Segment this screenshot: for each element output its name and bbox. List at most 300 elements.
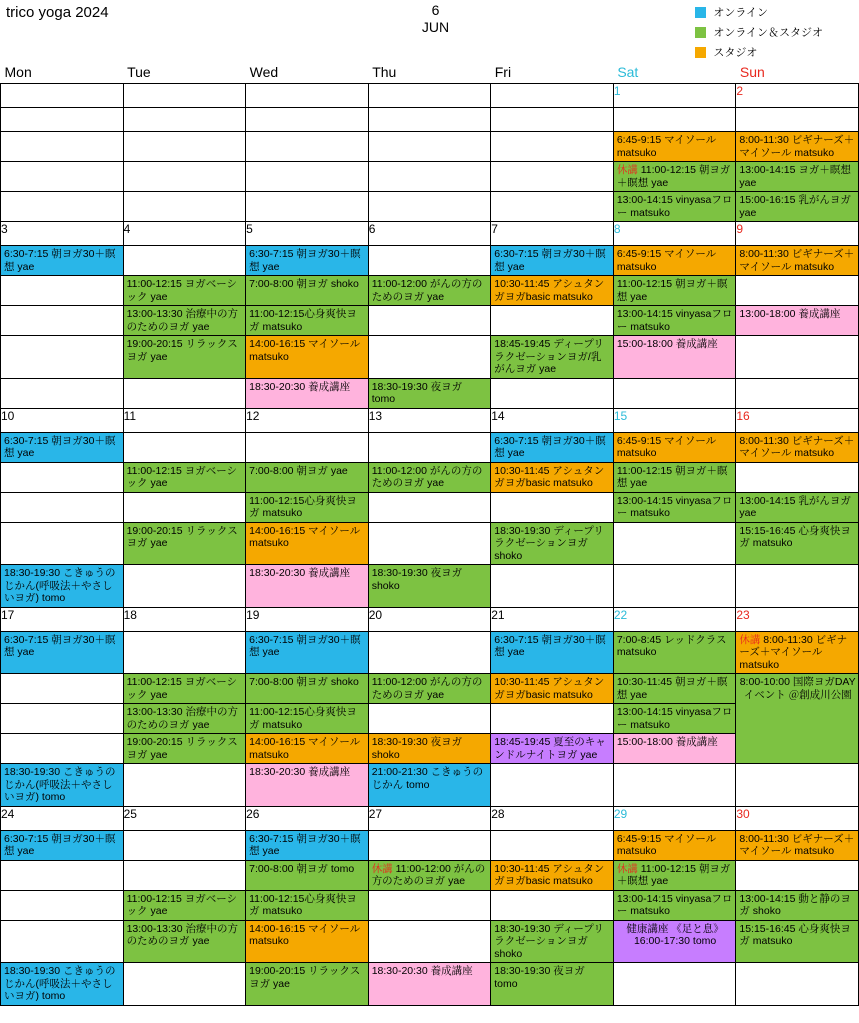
legend-swatch-icon — [695, 27, 706, 38]
class-event[interactable]: 21:00-21:30 こきゅうのじかん tomo — [369, 764, 491, 806]
calendar-cell — [491, 162, 614, 192]
class-event[interactable]: 7:00-8:00 朝ヨガ tomo — [246, 861, 368, 890]
class-event[interactable]: 14:00-16:15 マイソール matsuko — [246, 921, 368, 963]
calendar-cell — [613, 462, 736, 492]
calendar-cell — [491, 246, 614, 276]
date-cell: 3 — [1, 222, 124, 246]
calendar-cell — [246, 963, 369, 1006]
class-event[interactable]: 19:00-20:15 リラックスヨガ yae — [124, 336, 246, 378]
class-event[interactable]: 10:30-11:45 アシュタンガヨガbasic matsuko — [491, 674, 613, 703]
calendar-cell — [123, 132, 246, 162]
calendar-cell — [123, 860, 246, 890]
calendar-cell — [368, 631, 491, 674]
calendar-cell — [491, 462, 614, 492]
class-event[interactable]: 11:00-12:15心身爽快ヨガ matsuko — [246, 704, 368, 733]
class-event[interactable]: 13:00-14:15 vinyasaフロー matsuko — [614, 704, 736, 733]
calendar-cell — [491, 830, 614, 860]
class-event[interactable]: 10:30-11:45 アシュタンガヨガbasic matsuko — [491, 861, 613, 890]
calendar-cell — [1, 734, 124, 764]
class-event[interactable]: 15:15-16:45 心身爽快ヨガ matsuko — [736, 523, 858, 565]
calendar-cell — [736, 336, 859, 379]
class-event[interactable]: 13:00-18:00 養成講座 — [736, 306, 858, 335]
calendar-cell — [246, 336, 369, 379]
legend — [695, 4, 823, 64]
class-event[interactable]: 7:00-8:00 朝ヨガ shoko — [246, 674, 368, 703]
class-event[interactable]: 7:00-8:00 朝ヨガ shoko — [246, 276, 368, 305]
legend-item — [695, 4, 823, 20]
class-event[interactable]: 18:30-19:30 ディープリラクゼーションヨガ shoko — [491, 523, 613, 565]
calendar-cell — [368, 704, 491, 734]
calendar-cell — [613, 162, 736, 192]
class-event[interactable]: 11:00-12:00 がんの方のためのヨガ yae — [369, 674, 491, 703]
class-event[interactable]: 19:00-20:15 リラックスヨガ yae — [246, 963, 368, 1005]
class-event[interactable]: 18:30-19:30 ディープリラクゼーションヨガ shoko — [491, 921, 613, 963]
class-event[interactable]: 14:00-16:15 マイソール matsuko — [246, 336, 368, 378]
class-event[interactable]: 休講 11:00-12:15 朝ヨガ＋瞑想 yae — [614, 162, 736, 191]
brand-title: trico yoga 2024 — [6, 4, 109, 21]
calendar-cell — [1, 860, 124, 890]
calendar-cell — [368, 674, 491, 704]
calendar-cell — [368, 522, 491, 565]
date-cell: 9 — [736, 222, 859, 246]
calendar-cell — [368, 890, 491, 920]
class-event[interactable]: 13:00-14:15 vinyasaフロー matsuko — [614, 192, 736, 221]
calendar-cell — [246, 462, 369, 492]
date-cell: 20 — [368, 607, 491, 631]
calendar-cell — [246, 764, 369, 807]
class-event[interactable]: 18:30-20:30 養成講座 — [246, 764, 368, 806]
calendar-cell — [613, 764, 736, 807]
legend-item — [695, 44, 823, 60]
class-event[interactable]: 休講 11:00-12:00 がんの方のためのヨガ yae — [369, 861, 491, 890]
calendar-cell — [736, 631, 859, 674]
class-event[interactable]: 13:00-14:15 vinyasaフロー matsuko — [614, 306, 736, 335]
class-event[interactable]: 18:30-20:30 養成講座 — [246, 379, 368, 408]
calendar-cell — [736, 522, 859, 565]
calendar-cell — [1, 192, 124, 222]
class-event[interactable]: 18:30-19:30 夜ヨガ shoko — [369, 734, 491, 763]
event-row — [1, 276, 859, 306]
calendar-cell — [613, 378, 736, 408]
class-event[interactable]: 18:30-19:30 こきゅうのじかん(呼吸法＋やさしいヨガ) tomo — [1, 565, 123, 607]
cancelled-marker: 休講 — [616, 164, 638, 176]
calendar-cell — [736, 830, 859, 860]
class-event[interactable]: 13:00-14:15 vinyasaフロー matsuko — [614, 891, 736, 920]
calendar-cell — [246, 890, 369, 920]
calendar-cell — [368, 378, 491, 408]
class-event[interactable]: 8:00-11:30 ビギナーズ＋マイソール matsuko — [736, 831, 858, 860]
class-event[interactable]: 6:30-7:15 朝ヨガ30＋瞑想 yae — [246, 831, 368, 860]
cancelled-marker: 休講 — [739, 633, 761, 646]
date-cell — [491, 84, 614, 108]
date-cell: 5 — [246, 222, 369, 246]
calendar-cell — [613, 890, 736, 920]
calendar-cell — [246, 704, 369, 734]
calendar-cell — [736, 378, 859, 408]
weekday-header-sat: Sat — [617, 64, 639, 80]
calendar-cell — [1, 462, 124, 492]
class-event[interactable]: 13:00-14:15 ヨガ＋瞑想 yae — [736, 162, 858, 191]
calendar-cell — [246, 565, 369, 608]
calendar-cell — [123, 674, 246, 704]
calendar-cell — [1, 378, 124, 408]
event-row — [1, 734, 859, 764]
class-event[interactable]: 6:45-9:15 マイソール matsuko — [614, 433, 736, 462]
date-cell: 30 — [736, 806, 859, 830]
calendar-cell — [368, 565, 491, 608]
class-event[interactable]: 6:45-9:15 マイソール matsuko — [614, 831, 736, 860]
calendar-cell — [246, 192, 369, 222]
calendar-cell — [1, 963, 124, 1006]
class-event[interactable]: 13:00-14:15 vinyasaフロー matsuko — [614, 493, 736, 522]
calendar-cell — [123, 631, 246, 674]
calendar-cell — [613, 108, 736, 132]
class-event[interactable]: 18:30-19:30 夜ヨガ shoko — [369, 565, 491, 607]
class-event[interactable]: 11:00-12:15 ヨガベーシック yae — [124, 891, 246, 920]
class-event[interactable]: 11:00-12:15心身爽快ヨガ matsuko — [246, 306, 368, 335]
class-event[interactable]: 14:00-16:15 マイソール matsuko — [246, 523, 368, 565]
calendar-body — [1, 84, 859, 1006]
calendar-cell — [123, 192, 246, 222]
date-cell: 16 — [736, 408, 859, 432]
class-event[interactable]: 10:30-11:45 アシュタンガヨガbasic matsuko — [491, 276, 613, 305]
calendar-cell — [491, 764, 614, 807]
class-event[interactable]: 13:00-13:30 治療中の方のためのヨガ yae — [124, 704, 246, 733]
calendar-cell — [613, 246, 736, 276]
calendar-cell — [368, 192, 491, 222]
class-event[interactable]: 19:00-20:15 リラックスヨガ yae — [124, 734, 246, 763]
calendar-cell — [1, 336, 124, 379]
calendar-cell — [491, 492, 614, 522]
calendar-cell — [613, 192, 736, 222]
calendar-cell — [491, 306, 614, 336]
event-row — [1, 306, 859, 336]
calendar-cell — [368, 764, 491, 807]
event-row — [1, 192, 859, 222]
event-row — [1, 462, 859, 492]
calendar-cell — [1, 492, 124, 522]
class-event[interactable]: 15:00-16:15 乳がんヨガyae — [736, 192, 858, 221]
calendar-cell — [246, 734, 369, 764]
calendar-cell — [1, 890, 124, 920]
calendar-cell — [1, 920, 124, 963]
calendar-cell — [736, 565, 859, 608]
date-cell — [123, 84, 246, 108]
event-row — [1, 108, 859, 132]
calendar-cell — [368, 162, 491, 192]
class-event[interactable]: 10:30-11:45 朝ヨガ＋瞑想 yae — [614, 674, 736, 703]
calendar-cell — [613, 565, 736, 608]
calendar-cell — [368, 492, 491, 522]
calendar-cell — [736, 920, 859, 963]
date-cell — [1, 84, 124, 108]
calendar-cell — [1, 674, 124, 704]
date-cell: 2 — [736, 84, 859, 108]
date-cell: 27 — [368, 806, 491, 830]
calendar-cell — [613, 432, 736, 462]
calendar-cell — [368, 734, 491, 764]
class-event[interactable]: 18:30-19:30 夜ヨガ tomo — [491, 963, 613, 1005]
date-cell: 21 — [491, 607, 614, 631]
calendar-cell — [613, 920, 736, 963]
class-event[interactable]: 11:00-12:15 ヨガベーシック yae — [124, 276, 246, 305]
class-event[interactable]: 8:00-11:30 ビギナーズ＋マイソール matsuko — [736, 433, 858, 462]
calendar-cell — [123, 565, 246, 608]
calendar-cell — [491, 890, 614, 920]
class-event[interactable]: 11:00-12:15 ヨガベーシック yae — [124, 463, 246, 492]
calendar-cell — [613, 306, 736, 336]
class-event[interactable]: 8:00-11:30 ビギナーズ＋マイソール matsuko — [736, 132, 858, 161]
cancelled-marker: 休講 — [616, 862, 638, 875]
class-event[interactable]: 6:30-7:15 朝ヨガ30＋瞑想 yae — [1, 433, 123, 462]
month-name: JUN — [421, 19, 450, 35]
date-cell: 25 — [123, 806, 246, 830]
calendar-table — [0, 62, 859, 1006]
calendar-cell — [123, 830, 246, 860]
event-row — [1, 674, 859, 704]
calendar-cell — [613, 963, 736, 1006]
event-row — [1, 890, 859, 920]
class-event[interactable]: 14:00-16:15 マイソール matsuko — [246, 734, 368, 763]
calendar-cell — [613, 492, 736, 522]
calendar-cell — [736, 963, 859, 1006]
calendar-cell — [246, 492, 369, 522]
calendar-cell — [491, 108, 614, 132]
calendar-cell — [491, 565, 614, 608]
calendar-cell — [736, 764, 859, 807]
calendar-cell — [123, 432, 246, 462]
date-row — [1, 84, 859, 108]
cancelled-marker: 休講 — [371, 862, 393, 875]
calendar-cell — [246, 306, 369, 336]
class-event[interactable]: 13:00-13:30 治療中の方のためのヨガ yae — [124, 306, 246, 335]
calendar-cell — [736, 492, 859, 522]
calendar-cell — [368, 246, 491, 276]
calendar-cell — [123, 246, 246, 276]
calendar-cell — [368, 432, 491, 462]
class-event[interactable]: 10:30-11:45 アシュタンガヨガbasic matsuko — [491, 463, 613, 492]
calendar-cell — [1, 704, 124, 734]
date-cell: 6 — [368, 222, 491, 246]
class-event[interactable]: 7:00-8:45 レッドクラス matsuko — [614, 632, 736, 674]
class-event[interactable]: 15:00-18:00 養成講座 — [614, 734, 736, 763]
legend-label: スタジオ — [713, 47, 758, 59]
calendar-cell — [613, 336, 736, 379]
class-event[interactable]: 6:30-7:15 朝ヨガ30＋瞑想 yae — [246, 246, 368, 275]
class-event[interactable]: 6:45-9:15 マイソール matsuko — [614, 132, 736, 161]
calendar-cell — [123, 162, 246, 192]
date-cell: 24 — [1, 806, 124, 830]
event-row — [1, 920, 859, 963]
class-event[interactable]: 13:00-14:15 動と静のヨガ shoko — [736, 891, 858, 920]
calendar-cell — [491, 192, 614, 222]
date-cell: 14 — [491, 408, 614, 432]
weekday-header-row — [1, 62, 859, 84]
calendar-cell — [613, 522, 736, 565]
date-row — [1, 607, 859, 631]
calendar-cell — [736, 192, 859, 222]
calendar-cell — [246, 276, 369, 306]
class-event[interactable]: 6:30-7:15 朝ヨガ30＋瞑想 yae — [491, 246, 613, 275]
calendar-cell — [613, 132, 736, 162]
class-event[interactable]: 18:30-19:30 こきゅうのじかん(呼吸法＋やさしいヨガ) tomo — [1, 963, 123, 1005]
calendar-cell — [491, 963, 614, 1006]
date-cell: 19 — [246, 607, 369, 631]
class-event[interactable]: 18:30-20:30 養成講座 — [246, 565, 368, 607]
date-cell: 26 — [246, 806, 369, 830]
date-row — [1, 408, 859, 432]
calendar-cell — [246, 162, 369, 192]
calendar-cell — [491, 432, 614, 462]
class-event[interactable]: 8:00-10:00 国際ヨガDAYイベント ＠創成川公園 — [736, 674, 858, 763]
calendar-cell — [368, 108, 491, 132]
class-event[interactable]: 健康講座 《足と息》 16:00-17:30 tomo — [614, 921, 736, 963]
calendar-cell — [613, 734, 736, 764]
class-event[interactable]: 18:30-19:30 夜ヨガ tomo — [369, 379, 491, 408]
calendar-cell — [246, 631, 369, 674]
calendar-cell — [491, 276, 614, 306]
calendar-cell — [246, 920, 369, 963]
calendar-cell — [368, 276, 491, 306]
calendar-cell — [613, 631, 736, 674]
class-event[interactable]: 13:00-14:15 乳がんヨガyae — [736, 493, 858, 522]
calendar-cell — [736, 890, 859, 920]
calendar-cell — [246, 674, 369, 704]
calendar-cell — [613, 674, 736, 704]
class-event[interactable]: 11:00-12:00 がんの方のためのヨガ yae — [369, 276, 491, 305]
event-row — [1, 378, 859, 408]
calendar-cell — [246, 522, 369, 565]
class-event[interactable]: 19:00-20:15 リラックスヨガ yae — [124, 523, 246, 565]
calendar-cell — [368, 963, 491, 1006]
calendar-cell — [123, 462, 246, 492]
class-event[interactable]: 11:00-12:15 ヨガベーシック yae — [124, 674, 246, 703]
calendar-cell — [1, 132, 124, 162]
event-row — [1, 963, 859, 1006]
class-event[interactable]: 休講 11:00-12:15 朝ヨガ＋瞑想 yae — [614, 861, 736, 890]
weekday-header-thu: Thu — [372, 64, 397, 80]
calendar-cell — [491, 860, 614, 890]
class-event[interactable]: 13:00-13:30 治療中の方のためのヨガ yae — [124, 921, 246, 963]
class-event[interactable]: 6:30-7:15 朝ヨガ30＋瞑想 yae — [491, 632, 613, 674]
class-event[interactable]: 15:00-18:00 養成講座 — [614, 336, 736, 378]
date-cell: 15 — [613, 408, 736, 432]
calendar-cell — [123, 764, 246, 807]
calendar-cell — [736, 860, 859, 890]
class-event[interactable]: 11:00-12:15 朝ヨガ＋瞑想 yae — [614, 463, 736, 492]
calendar-cell — [736, 132, 859, 162]
calendar-cell — [246, 246, 369, 276]
class-event[interactable]: 6:45-9:15 マイソール matsuko — [614, 246, 736, 275]
class-event[interactable]: 11:00-12:00 がんの方のためのヨガ yae — [369, 463, 491, 492]
date-cell: 29 — [613, 806, 736, 830]
date-cell: 1 — [613, 84, 736, 108]
weekday-header-mon: Mon — [4, 64, 32, 80]
calendar-cell — [368, 132, 491, 162]
legend-swatch-icon — [695, 47, 706, 58]
class-event[interactable]: 6:30-7:15 朝ヨガ30＋瞑想 yae — [1, 632, 123, 674]
date-cell: 23 — [736, 607, 859, 631]
event-row — [1, 132, 859, 162]
calendar-cell — [123, 336, 246, 379]
class-event[interactable]: 11:00-12:15 朝ヨガ＋瞑想 yae — [614, 276, 736, 305]
calendar-cell — [736, 276, 859, 306]
class-event[interactable]: 6:30-7:15 朝ヨガ30＋瞑想 yae — [491, 433, 613, 462]
calendar-cell — [123, 276, 246, 306]
calendar-cell — [246, 860, 369, 890]
event-row — [1, 830, 859, 860]
calendar-cell — [491, 132, 614, 162]
calendar-cell — [736, 246, 859, 276]
calendar-cell — [246, 108, 369, 132]
class-event[interactable]: 6:30-7:15 朝ヨガ30＋瞑想 yae — [1, 831, 123, 860]
date-cell: 18 — [123, 607, 246, 631]
calendar-cell — [736, 674, 859, 764]
class-event[interactable]: 15:15-16:45 心身爽快ヨガ matsuko — [736, 921, 858, 963]
event-row — [1, 631, 859, 674]
class-event[interactable]: 18:45-19:45 夏至のキャンドルナイトヨガ yae — [491, 734, 613, 763]
calendar-cell — [1, 162, 124, 192]
class-event[interactable]: 18:30-20:30 養成講座 — [369, 963, 491, 1005]
class-event[interactable]: 8:00-11:30 ビギナーズ＋マイソール matsuko — [736, 246, 858, 275]
calendar-cell — [736, 462, 859, 492]
event-row — [1, 764, 859, 807]
class-event[interactable]: 休講 8:00-11:30 ビギナーズ＋マイソール matsuko — [736, 632, 858, 674]
calendar-cell — [1, 830, 124, 860]
calendar-cell — [246, 132, 369, 162]
calendar-cell — [1, 565, 124, 608]
calendar-cell — [123, 108, 246, 132]
class-event[interactable]: 18:30-19:30 こきゅうのじかん(呼吸法＋やさしいヨガ) tomo — [1, 764, 123, 806]
class-event[interactable]: 11:00-12:15心身爽快ヨガ matsuko — [246, 891, 368, 920]
date-cell — [368, 84, 491, 108]
weekday-header-fri: Fri — [494, 64, 512, 80]
weekday-header-wed: Wed — [249, 64, 279, 80]
calendar-cell — [123, 734, 246, 764]
legend-swatch-icon — [695, 7, 706, 18]
calendar-cell — [1, 246, 124, 276]
calendar-cell — [491, 920, 614, 963]
class-event[interactable]: 6:30-7:15 朝ヨガ30＋瞑想 yae — [1, 246, 123, 275]
weekday-header-tue: Tue — [127, 64, 151, 80]
calendar-cell — [491, 704, 614, 734]
calendar-cell — [1, 108, 124, 132]
class-event[interactable]: 7:00-8:00 朝ヨガ yae — [246, 463, 368, 492]
calendar-cell — [613, 276, 736, 306]
legend-item — [695, 24, 823, 40]
calendar-cell — [246, 432, 369, 462]
calendar-cell — [123, 306, 246, 336]
calendar-cell — [491, 336, 614, 379]
calendar-cell — [491, 734, 614, 764]
date-row — [1, 806, 859, 830]
calendar-cell — [368, 860, 491, 890]
calendar-cell — [123, 704, 246, 734]
calendar-cell — [1, 306, 124, 336]
date-cell: 17 — [1, 607, 124, 631]
class-event[interactable]: 11:00-12:15心身爽快ヨガ matsuko — [246, 493, 368, 522]
calendar-cell — [491, 522, 614, 565]
class-event[interactable]: 6:30-7:15 朝ヨガ30＋瞑想 yae — [246, 632, 368, 674]
date-cell: 12 — [246, 408, 369, 432]
calendar-cell — [1, 764, 124, 807]
event-row — [1, 522, 859, 565]
calendar-cell — [613, 704, 736, 734]
calendar-cell — [491, 631, 614, 674]
class-event[interactable]: 18:45-19:45 ディープリラクゼーションヨガ/乳がんヨガ yae — [491, 336, 613, 378]
event-row — [1, 704, 859, 734]
date-cell: 28 — [491, 806, 614, 830]
